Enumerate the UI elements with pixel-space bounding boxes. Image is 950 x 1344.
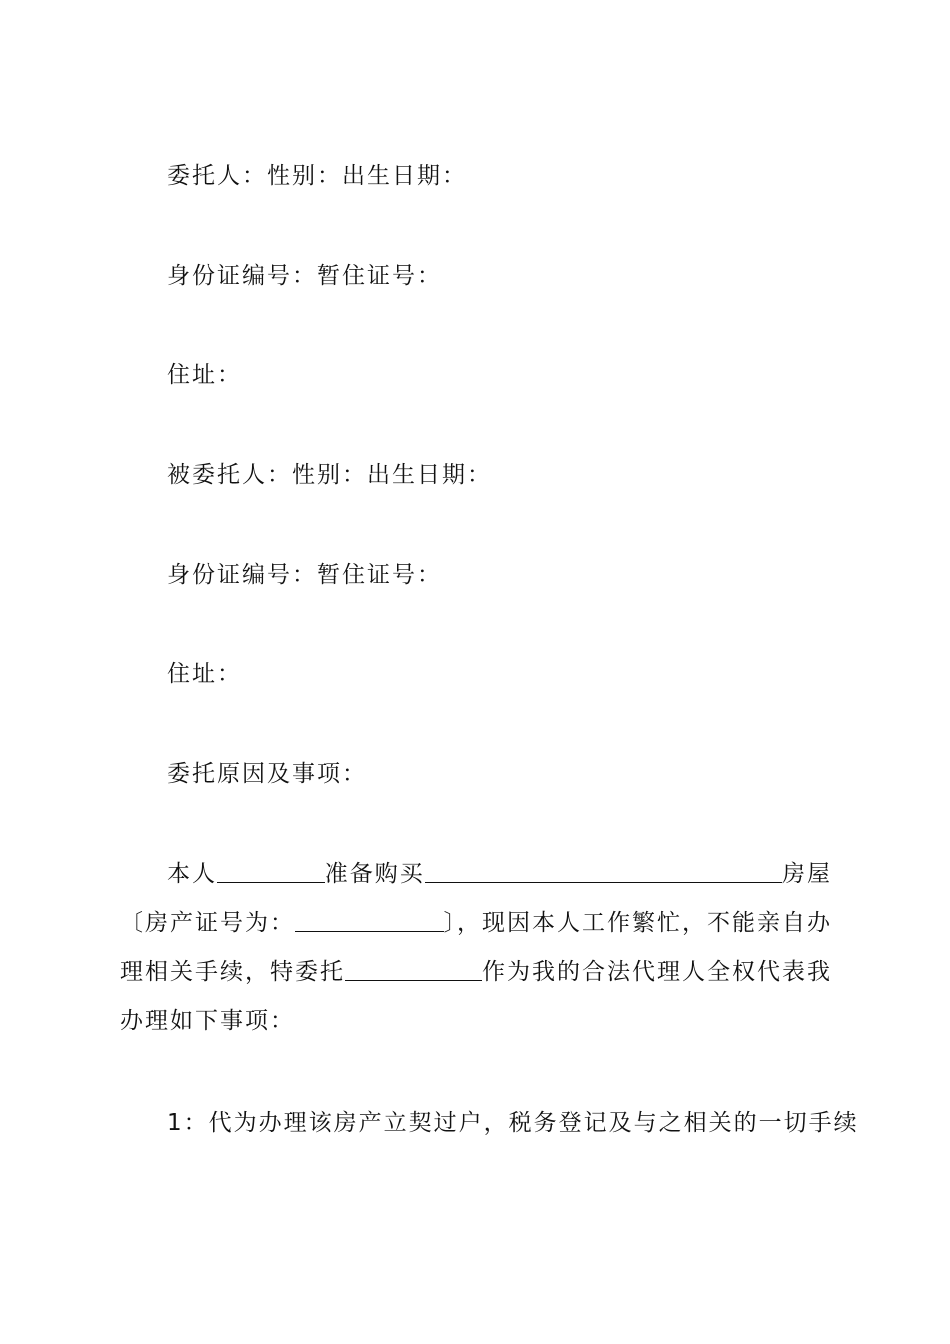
paragraph-text: 〔房产证号为：: [120, 910, 295, 936]
paragraph-row-4: [120, 997, 832, 1046]
principal-address-line: 住址：: [167, 362, 242, 388]
agent-info-line: 被委托人：性别：出生日期：: [167, 462, 492, 488]
paragraph-text: 准备购买: [324, 861, 425, 887]
paragraph-row-3: [120, 948, 832, 997]
paragraph-row-1: [120, 850, 832, 899]
principal-info-line: 委托人：性别：出生日期：: [167, 163, 467, 189]
property-blank[interactable]: [425, 862, 782, 883]
agent-name-blank[interactable]: [345, 960, 482, 981]
paragraph-text: 〕，现因本人工作繁忙，不能亲自办: [443, 910, 832, 936]
agent-id-line: 身份证编号：暂住证号：: [167, 562, 442, 588]
paragraph-text: 房屋: [782, 861, 832, 887]
delegation-paragraph: [120, 850, 832, 1046]
certificate-number-blank[interactable]: [295, 911, 444, 932]
item-1: 1：代为办理该房产立契过户，税务登记及与之相关的一切手续: [167, 1110, 859, 1136]
paragraph-text: 作为我的合法代理人全权代表我: [482, 959, 832, 985]
paragraph-text: 本人: [167, 861, 217, 887]
reason-heading: 委托原因及事项：: [167, 761, 367, 787]
paragraph-row-2: [120, 899, 832, 948]
name-blank[interactable]: [217, 862, 325, 883]
agent-address-line: 住址：: [167, 661, 242, 687]
paragraph-text: 办理如下事项：: [120, 1008, 295, 1034]
principal-id-line: 身份证编号：暂住证号：: [167, 263, 442, 289]
paragraph-text: 理相关手续，特委托: [120, 959, 345, 985]
